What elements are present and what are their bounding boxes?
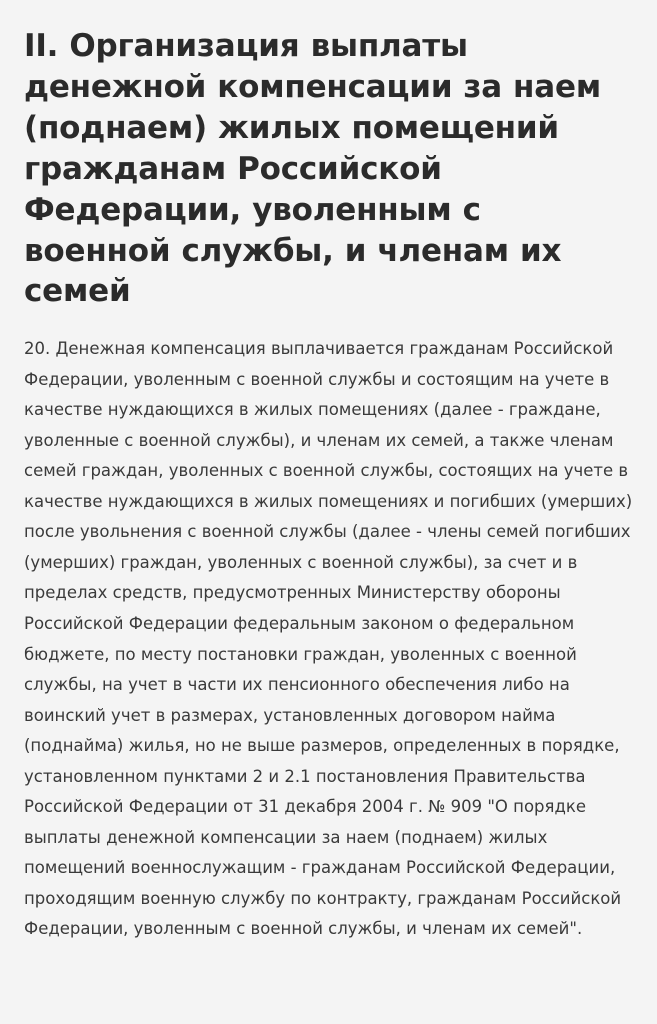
- document-body: [24, 334, 633, 944]
- paragraph-20: 20. Денежная компенсация выплачивается гражданам Российской Федерации, уволенным с военной службы и состоящим на учете в качестве нуждающихся в жилых помещениях (далее - граждане, уволенные с военной службы), и членам их семей, а также членам семей граждан, уволенных с военной службы, состоящих на учете в качестве нуждающихся в жилых помещениях и погибших (умерших) после увольнения с военной службы (далее - члены семей погибших (умерших) граждан, уволенных с военной службы), за счет и в пределах средств, предусмотренных Министерству обороны Российской Федерации федеральным законом о федеральном бюджете, по месту постановки граждан, уволенных с военной службы, на учет в части их пенсионного обеспечения либо на воинский учет в размерах, установленных договором найма (поднайма) жилья, но не выше размеров, определенных в порядке, установленном пунктами 2 и 2.1 постановления Правительства Российской Федерации от 31 декабря 2004 г. № 909 "О порядке выплаты денежной компенсации за наем (поднаем) жилых помещений военнослужащим - гражданам Российской Федерации, проходящим военную службу по контракту, гражданам Российской Федерации, уволенным с военной службы, и членам их семей".: [24, 339, 633, 939]
- page-title: II. Организация выплаты денежной компенсации за наем (поднаем) жилых помещений гражданам Российской Федерации, уволенным с военной службы, и членам их семей: [24, 28, 601, 310]
